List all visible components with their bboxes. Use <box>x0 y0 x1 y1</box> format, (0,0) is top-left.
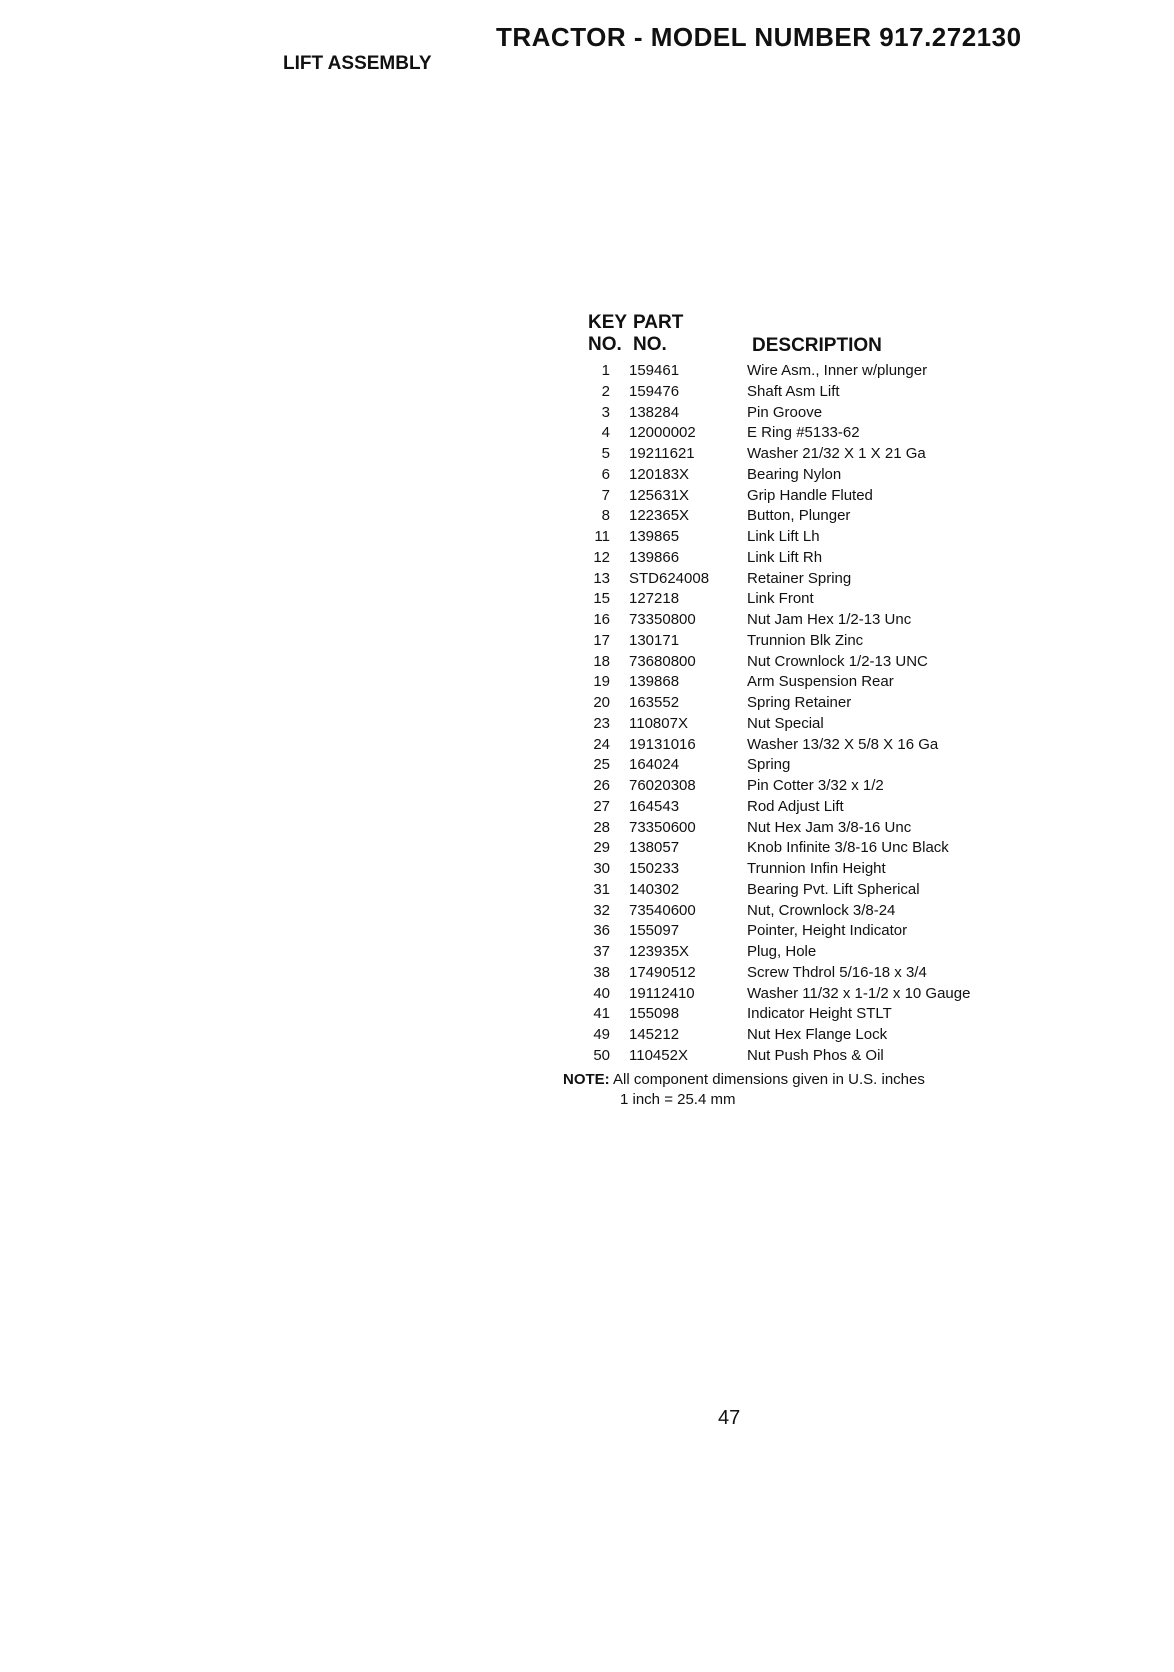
key-number: 12 <box>593 548 610 566</box>
parts-list <box>560 361 1020 1067</box>
key-number: 6 <box>601 465 610 483</box>
note-label: NOTE: <box>563 1071 610 1088</box>
part-number: 138284 <box>629 403 680 421</box>
part-description: Screw Thdrol 5/16-18 x 3/4 <box>747 963 927 981</box>
part-number: STD624008 <box>629 569 710 587</box>
key-number: 31 <box>593 880 610 898</box>
part-number: 139866 <box>629 548 680 566</box>
key-number: 3 <box>601 403 610 421</box>
parts-row <box>560 859 1020 880</box>
key-number: 8 <box>601 507 610 525</box>
part-number: 159461 <box>629 362 680 379</box>
part-number: 19112410 <box>629 984 695 1002</box>
part-number: 127218 <box>629 590 680 608</box>
part-description: Trunnion Infin Height <box>747 860 886 877</box>
part-description: Link Front <box>747 590 814 608</box>
parts-row <box>560 714 1020 735</box>
key-number: 16 <box>593 611 610 628</box>
key-number: 50 <box>593 1046 610 1064</box>
dimensions-note <box>563 1070 925 1090</box>
parts-row <box>560 1004 1020 1025</box>
part-description: Nut Push Phos & Oil <box>747 1046 884 1064</box>
part-description: Shaft Asm Lift <box>747 382 840 400</box>
key-number: 5 <box>601 445 610 462</box>
part-number: 164024 <box>629 756 680 774</box>
part-number: 140302 <box>629 880 680 898</box>
parts-row <box>560 486 1020 507</box>
part-number: 110807X <box>629 714 688 732</box>
part-number: 163552 <box>629 694 680 711</box>
key-number: 2 <box>601 382 610 400</box>
key-number: 41 <box>593 1005 610 1023</box>
part-description: Bearing Nylon <box>747 465 842 483</box>
part-description: Pin Cotter 3/32 x 1/2 <box>747 777 884 794</box>
parts-row <box>560 776 1020 797</box>
part-description: Arm Suspension Rear <box>747 673 894 691</box>
part-description: Retainer Spring <box>747 569 852 587</box>
parts-row <box>560 652 1020 673</box>
parts-row <box>560 880 1020 901</box>
parts-row <box>560 403 1020 424</box>
part-number: 159476 <box>629 382 680 400</box>
part-no-header-line2: NO. <box>633 334 667 355</box>
part-number: 120183X <box>629 465 690 483</box>
parts-row <box>560 921 1020 942</box>
part-number: 164543 <box>629 797 680 815</box>
part-description: Spring <box>747 756 791 774</box>
key-no-header-line2: NO. <box>588 334 622 355</box>
parts-row <box>560 361 1020 382</box>
parts-row <box>560 735 1020 756</box>
key-number: 49 <box>593 1026 610 1043</box>
key-number: 11 <box>594 528 610 545</box>
key-number: 30 <box>593 860 610 877</box>
part-number: 19211621 <box>629 445 695 462</box>
key-number: 27 <box>593 797 610 815</box>
parts-row <box>560 818 1020 839</box>
part-description: Knob Infinite 3/8-16 Unc Black <box>747 839 949 857</box>
conversion-note: 1 inch = 25.4 mm <box>620 1091 736 1108</box>
part-number: 125631X <box>629 486 690 504</box>
part-description: Spring Retainer <box>747 694 852 711</box>
key-number: 40 <box>593 984 610 1002</box>
parts-row <box>560 631 1020 652</box>
parts-row <box>560 672 1020 693</box>
parts-row <box>560 465 1020 486</box>
part-description: Nut Hex Flange Lock <box>747 1026 888 1043</box>
part-number: 73350800 <box>629 611 696 628</box>
key-number: 28 <box>593 818 610 836</box>
part-number: 19131016 <box>629 735 696 753</box>
part-no-header-line1: PART <box>633 312 684 333</box>
key-number: 29 <box>593 839 610 857</box>
part-number: 17490512 <box>629 963 696 981</box>
part-description: Plug, Hole <box>747 943 817 960</box>
part-number: 150233 <box>629 860 680 877</box>
part-number: 123935X <box>629 943 690 960</box>
parts-row <box>560 610 1020 631</box>
part-description: Nut Crownlock 1/2-13 UNC <box>747 652 928 670</box>
part-description: Bearing Pvt. Lift Spherical <box>747 880 920 898</box>
part-description: Link Lift Rh <box>747 548 823 566</box>
key-number: 15 <box>593 590 610 608</box>
part-description: Pin Groove <box>747 403 823 421</box>
part-number: 130171 <box>629 631 680 649</box>
parts-row <box>560 382 1020 403</box>
key-number: 38 <box>593 963 610 981</box>
note-text: All component dimensions given in U.S. inches <box>613 1071 925 1088</box>
part-number: 73540600 <box>629 901 696 919</box>
parts-row <box>560 1046 1020 1067</box>
page-number: 47 <box>718 1407 741 1429</box>
key-number: 13 <box>593 569 610 587</box>
part-number: 139868 <box>629 673 680 691</box>
part-number: 139865 <box>629 528 680 545</box>
parts-row <box>560 444 1020 465</box>
key-number: 23 <box>593 714 610 732</box>
key-number: 37 <box>593 943 610 960</box>
key-number: 32 <box>593 901 610 919</box>
parts-row <box>560 838 1020 859</box>
key-number: 18 <box>593 652 610 670</box>
key-number: 25 <box>593 756 610 774</box>
parts-row <box>560 901 1020 922</box>
parts-row <box>560 963 1020 984</box>
parts-row <box>560 589 1020 610</box>
part-description: Button, Plunger <box>747 507 851 525</box>
part-description: Rod Adjust Lift <box>747 797 844 815</box>
parts-row <box>560 942 1020 963</box>
part-number: 138057 <box>629 839 680 857</box>
parts-row <box>560 548 1020 569</box>
key-number: 7 <box>601 486 610 504</box>
parts-row <box>560 984 1020 1005</box>
part-description: Nut, Crownlock 3/8-24 <box>747 901 896 919</box>
part-description: Washer 21/32 X 1 X 21 Ga <box>747 445 926 462</box>
key-number: 1 <box>601 362 610 379</box>
part-number: 155097 <box>629 922 680 940</box>
parts-row <box>560 797 1020 818</box>
part-number: 76020308 <box>629 777 696 794</box>
key-number: 4 <box>601 424 610 442</box>
description-header: DESCRIPTION <box>752 335 882 356</box>
part-description: Pointer, Height Indicator <box>747 922 908 940</box>
key-number: 36 <box>593 922 610 940</box>
part-number: 145212 <box>629 1026 680 1043</box>
part-description: Indicator Height STLT <box>747 1005 892 1023</box>
page-title: TRACTOR - MODEL NUMBER 917.272130 <box>496 22 1022 52</box>
parts-row <box>560 423 1020 444</box>
part-number: 122365X <box>629 507 690 525</box>
parts-row <box>560 755 1020 776</box>
part-description: E Ring #5133-62 <box>747 424 860 442</box>
part-description: Link Lift Lh <box>747 528 820 545</box>
part-description: Nut Special <box>747 714 824 732</box>
part-description: Wire Asm., Inner w/plunger <box>747 362 928 379</box>
part-description: Nut Hex Jam 3/8-16 Unc <box>747 818 912 836</box>
part-number: 73350600 <box>629 818 696 836</box>
key-no-header-line1: KEY <box>588 312 628 333</box>
section-title: LIFT ASSEMBLY <box>283 53 432 74</box>
key-number: 20 <box>593 694 610 711</box>
part-description: Washer 13/32 X 5/8 X 16 Ga <box>747 735 939 753</box>
part-number: 73680800 <box>629 652 696 670</box>
parts-row <box>560 569 1020 590</box>
part-description: Washer 11/32 x 1-1/2 x 10 Gauge <box>747 984 971 1002</box>
parts-row <box>560 506 1020 527</box>
key-number: 17 <box>593 631 610 649</box>
parts-row <box>560 1025 1020 1046</box>
parts-row <box>560 527 1020 548</box>
part-description: Trunnion Blk Zinc <box>747 631 864 649</box>
parts-row <box>560 693 1020 714</box>
key-number: 19 <box>593 673 610 691</box>
part-number: 110452X <box>629 1046 688 1064</box>
key-number: 26 <box>593 777 610 794</box>
part-description: Nut Jam Hex 1/2-13 Unc <box>747 611 912 628</box>
part-number: 12000002 <box>629 424 696 442</box>
part-number: 155098 <box>629 1005 680 1023</box>
part-description: Grip Handle Fluted <box>747 486 873 504</box>
key-number: 24 <box>593 735 610 753</box>
